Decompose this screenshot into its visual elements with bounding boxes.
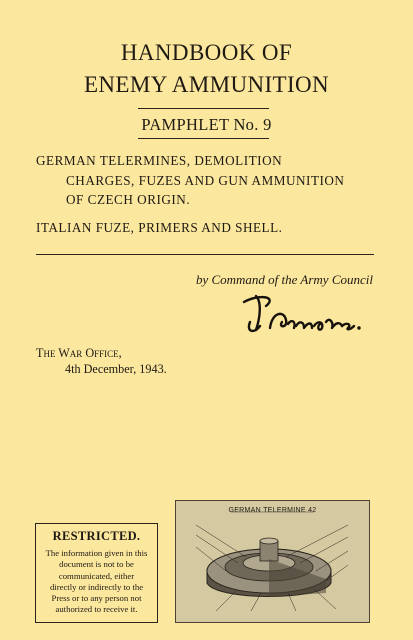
contents-line-4: ITALIAN FUZE, PRIMERS AND SHELL. (36, 220, 283, 235)
signature (238, 292, 368, 338)
contents-line-3: OF CZECH ORIGIN. (66, 192, 191, 207)
restricted-title: RESTRICTED. (52, 529, 141, 543)
restricted-line: Press or to any person not (51, 593, 142, 604)
title-rule-bottom (138, 138, 269, 139)
illustration-title: GERMAN TELERMINE 42 (228, 507, 317, 514)
telermine-illustration (175, 500, 370, 623)
contents-line-1: GERMAN TELERMINES, DEMOLITION (36, 153, 283, 168)
restricted-line: document is not to be (59, 559, 134, 570)
restricted-line: authorized to receive it. (55, 604, 138, 615)
title-line-1: HANDBOOK OF (120, 40, 293, 65)
restricted-line: directly or indirectly to the (49, 581, 144, 592)
restricted-line: communicated, either (58, 570, 135, 581)
restricted-text (36, 548, 157, 616)
title-rule-top (138, 108, 269, 109)
restricted-notice (35, 523, 158, 623)
contents-rule (36, 254, 374, 255)
authority-line: by Command of the Army Council (195, 272, 373, 287)
restricted-line: The information given in this (45, 548, 148, 558)
contents-line-2: CHARGES, FUZES AND GUN AMMUNITION (66, 173, 345, 188)
office-line-2: 4th December, 1943. (65, 362, 167, 376)
pamphlet-number: PAMPHLET No. 9 (141, 115, 272, 134)
office-line-1: The War Office, (36, 346, 122, 360)
title-line-2: ENEMY AMMUNITION (83, 72, 330, 97)
telermine-drawing (176, 501, 369, 622)
